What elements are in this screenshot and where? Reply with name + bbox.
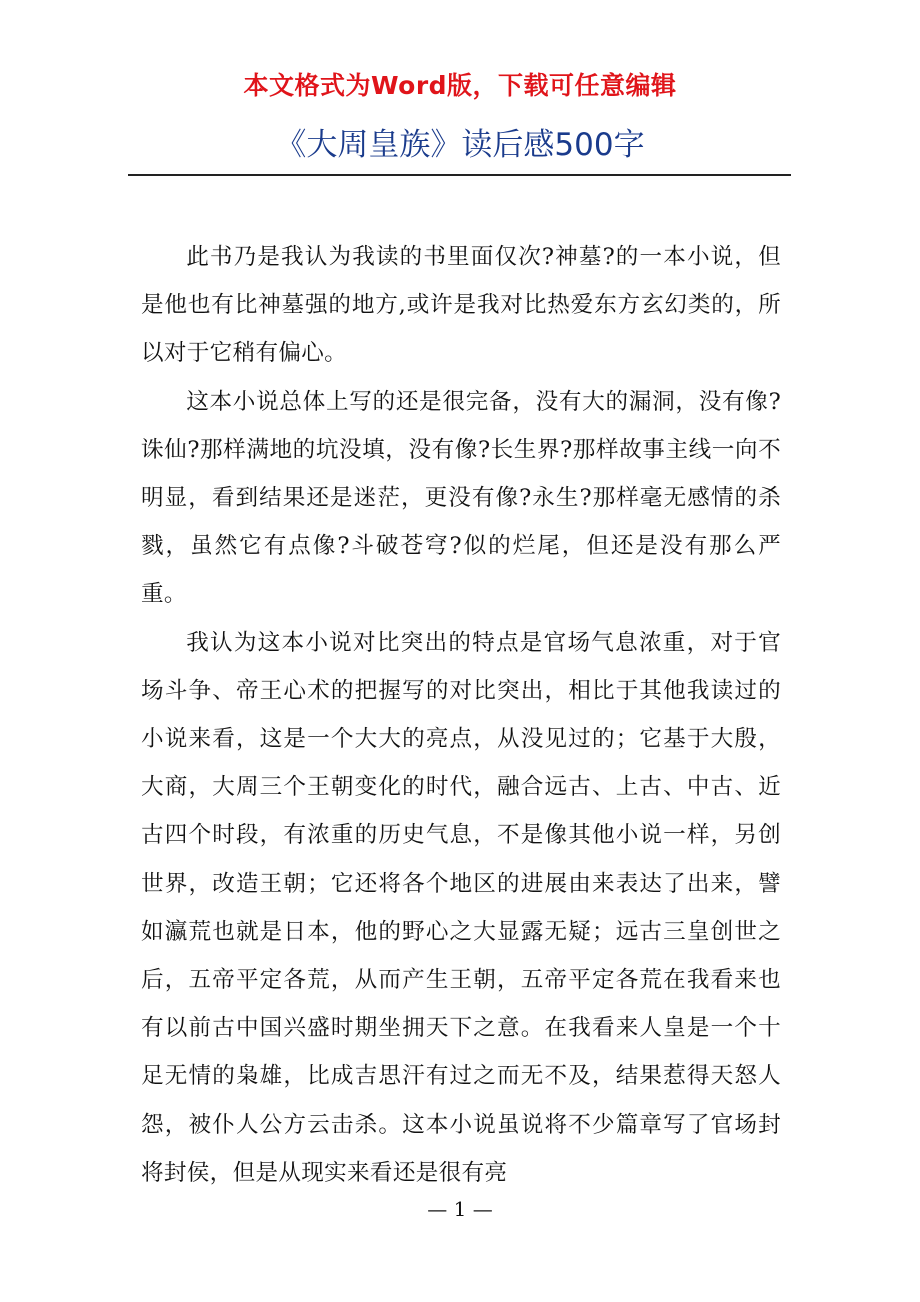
- document-title: 《大周皇族》读后感500字: [275, 127, 645, 163]
- paragraph-3: 我认为这本小说对比突出的特点是官场气息浓重，对于官场斗争、帝王心术的把握写的对比突出，相比于其他我读过的小说来看，这是一个大大的亮点，从没见过的；它基于大殷，大商，大周三个王朝变化的时代，融合远古、上古、中古、近古四个时段，有浓重的历史气息，不是像其他小说一样，另创世界，改造王朝；它还将各个地区的进展由来表达了出来，譬如瀛荒也就是日本，他的野心之大显露无疑；远古三皇创世之后，五帝平定各荒，从而产生王朝，五帝平定各荒在我看来也有以前古中国兴盛时期坐拥天下之意。在我看来人皇是一个十足无情的枭雄，比成吉思汗有过之而无不及，结果惹得天怒人怨，被仆人公方云击杀。这本小说虽说将不少篇章写了官场封将封侯，但是从现实来看还是很有亮: [141, 629, 781, 1186]
- format-notice: 本文格式为Word版，下载可任意编辑: [243, 71, 677, 100]
- page-number: — 1 —: [427, 1197, 493, 1221]
- document-body: [141, 233, 781, 1197]
- title-divider: [128, 174, 791, 176]
- paragraph-1: 此书乃是我认为我读的书里面仅次?神墓?的一本小说，但是他也有比神墓强的地方,或许是我对比热爱东方玄幻类的，所以对于它稍有偏心。: [141, 244, 781, 367]
- paragraph-2: 这本小说总体上写的还是很完备，没有大的漏洞，没有像?诛仙?那样满地的坑没填，没有像?长生界?那样故事主线一向不明显，看到结果还是迷茫，更没有像?永生?那样毫无感情的杀戮，虽然它有点像?斗破苍穹?似的烂尾，但还是没有那么严重。: [141, 388, 781, 608]
